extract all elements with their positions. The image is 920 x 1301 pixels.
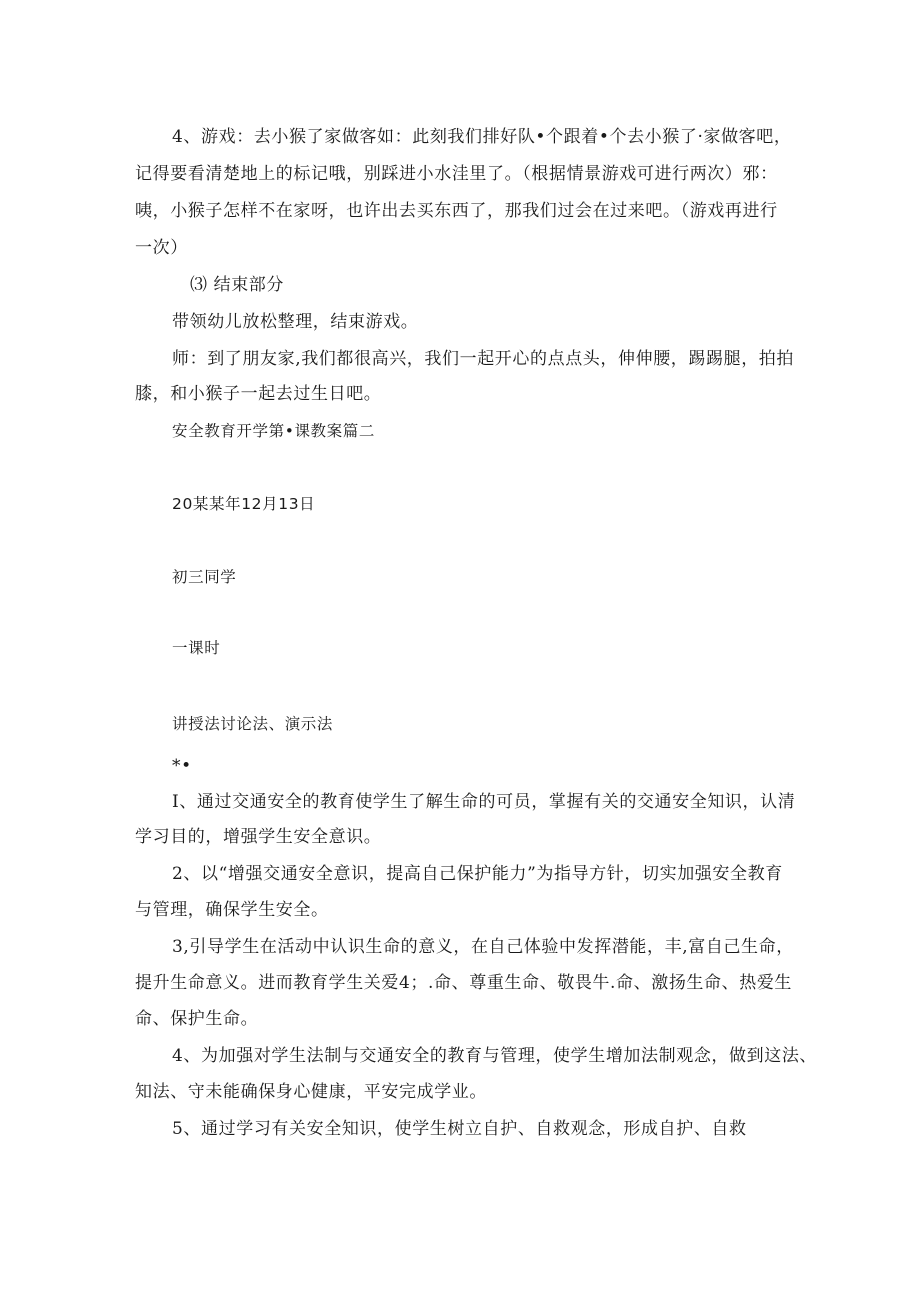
text-line: I、通过交通安全的教育使学生了解生命的可员，掌握有关的交通安全知识，认清 [172,792,796,812]
text-line: 命、保护生命。 [135,1009,259,1029]
text-line: 3,引导学生在活动中认识生命的意义，在自己体验中发挥潜能，丰,富自己生命， [172,937,794,957]
lesson-title: 安全教育开学第•课教案篇二 [172,422,375,440]
lesson-duration: 一课时 [172,639,221,657]
lesson-method: 讲授法讨论法、演示法 [172,715,334,733]
text-line: 学习目的，增强学生安全意识。 [135,827,382,847]
text-line: 与管理，确保学生安全。 [135,900,329,920]
section-heading: ⑶ 结束部分 [190,275,285,295]
text-line: 知法、守未能确保身心健康，平安完成学业。 [135,1082,487,1102]
text-line: 师：到了朋友家,我们都很高兴，我们一起开心的点点头，伸伸腰，踢踢腿，拍拍 [172,349,795,369]
text-line: 4、为加强对学生法制与交通安全的教育与管理，使学生增加法制观念，做到这法、 [172,1046,818,1066]
text-line: 膝，和小猴子一起去过生日吧。 [135,384,382,404]
text-line: 咦，小猴子怎样不在家呀，也许出去买东西了，那我们过会在过来吧。（游戏再进行 [135,201,778,221]
text-line: 5、通过学习有关安全知识，使学生树立自护、自救观念，形成自护、自救 [172,1119,747,1139]
text-line: 4、游戏：去小猴了家做客如：此刻我们排好队•个跟着•个去小猴了·家做客吧， [172,127,792,147]
lesson-date: 20某某年12月13日 [172,495,316,513]
text-line: 提升生命意义。进而教育学生关爱4；.命、尊重生命、敬畏牛.命、激扬生命、热爱生 [135,973,793,993]
text-line: *• [172,756,192,776]
lesson-audience: 初三同学 [172,568,237,586]
text-line: 记得要看清楚地上的标记哦，别踩进小水洼里了。（根据情景游戏可进行两次）邪： [135,164,778,184]
text-line: 带领幼儿放松整理，结束游戏。 [172,312,419,332]
text-line: 2、以“增强交通安全意识，提高自己保护能力”为指导方针，切实加强安全教育 [172,864,783,884]
text-line: 一次） [135,238,188,258]
